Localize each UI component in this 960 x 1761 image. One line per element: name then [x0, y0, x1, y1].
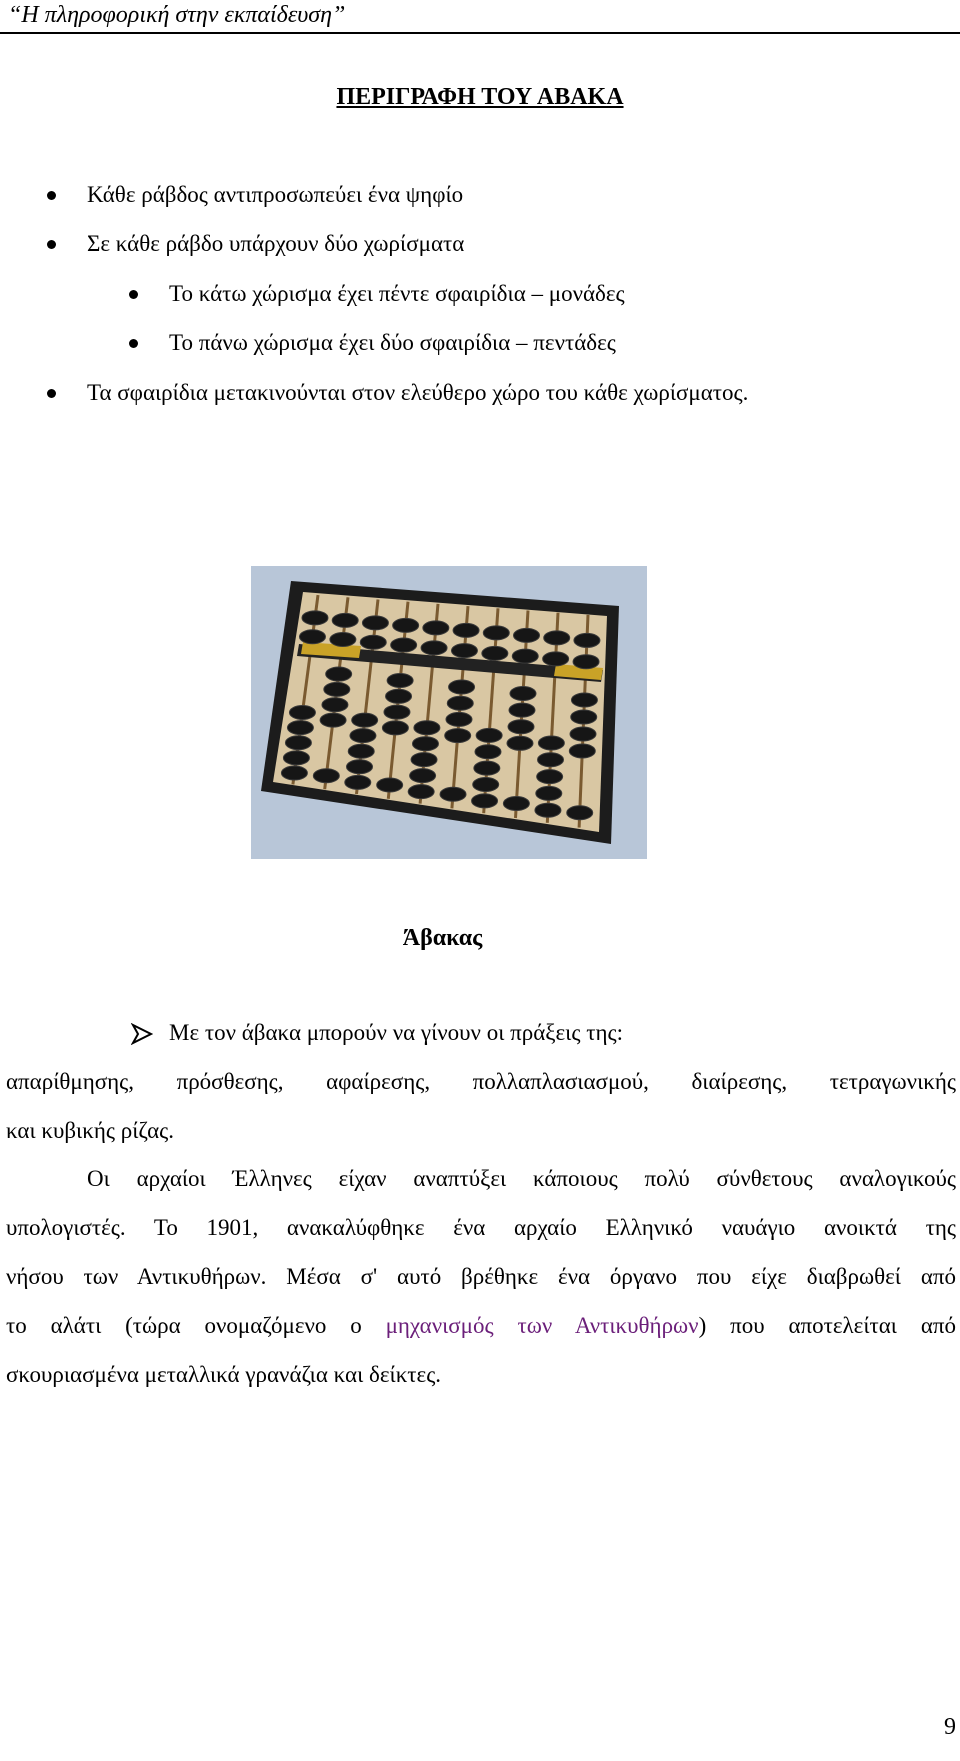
abacus-bead — [330, 633, 356, 647]
abacus-bead — [347, 760, 373, 774]
abacus-bead — [414, 721, 440, 735]
abacus-bead — [571, 693, 597, 707]
abacus-bead — [299, 630, 325, 644]
list-item: Το πάνω χώρισμα έχει δύο σφαιρίδια – πεντάδες — [169, 330, 616, 355]
bullet-dot — [47, 240, 56, 249]
abacus-bead — [348, 744, 374, 758]
abacus-bead — [411, 753, 437, 767]
paragraph-line — [6, 1311, 956, 1341]
bullet-dot — [129, 339, 138, 348]
abacus-bead — [574, 633, 600, 647]
abacus-bead — [412, 737, 438, 751]
arrow-list-item: Με τον άβακα μπορούν να γίνουν οι πράξεις της: — [169, 1020, 623, 1045]
abacus-bead — [570, 727, 596, 741]
bullet-dot — [47, 191, 56, 200]
abacus-bead — [332, 613, 358, 627]
list-item: Σε κάθε ράβδο υπάρχουν δύο χωρίσματα — [87, 231, 465, 256]
abacus-bead — [514, 628, 540, 642]
abacus-bead — [391, 638, 417, 652]
abacus-bead — [281, 766, 307, 780]
abacus-bead — [536, 786, 562, 800]
abacus-bead — [449, 680, 475, 694]
operations-line: και κυβικής ρίζας. — [6, 1118, 174, 1143]
page-title: ΠΕΡΙΓΡΑΦΗ ΤΟΥ ΑΒΑΚΑ — [336, 84, 624, 110]
figure-caption: Άβακας — [402, 925, 483, 951]
list-item: Κάθε ράβδος αντιπροσωπεύει ένα ψηφίο — [87, 182, 464, 207]
page-number: 9 — [944, 1714, 956, 1740]
operations-line: απαρίθμησης, πρόσθεσης, αφαίρεσης, πολλαπλασιασμού, διαίρεσης, τετραγωνικής — [6, 1069, 956, 1094]
paragraph-text: ) που αποτελείται από — [698, 1313, 956, 1338]
bullet-dot — [129, 290, 138, 299]
abacus-bead — [345, 775, 371, 789]
abacus-bead — [377, 778, 403, 792]
abacus-bead — [285, 736, 311, 750]
abacus-bead — [446, 712, 472, 726]
abacus-bead — [544, 631, 570, 645]
abacus-bead — [287, 721, 313, 735]
abacus-bead — [320, 713, 346, 727]
abacus-bead — [352, 713, 378, 727]
paragraph-text: το αλάτι (τώρα ονομαζόμενο ο — [6, 1313, 386, 1338]
abacus-bead — [567, 806, 593, 820]
paragraph-line: νήσου των Αντικυθήρων. Μέσα σ' αυτό βρέθηκε ένα όργανο που είχε διαβρωθεί από — [6, 1264, 956, 1289]
header-rule — [0, 32, 960, 34]
abacus-bead — [508, 720, 534, 734]
abacus-bead — [473, 778, 499, 792]
abacus-bead — [503, 796, 529, 810]
abacus-bead — [302, 611, 328, 625]
abacus-bead — [384, 705, 410, 719]
abacus-bead — [313, 769, 339, 783]
abacus-bead — [474, 761, 500, 775]
abacus-bead — [475, 745, 501, 759]
paragraph-line: Οι αρχαίοι Έλληνες είχαν αναπτύξει κάποιους πολύ σύνθετους αναλογικούς — [87, 1166, 956, 1191]
abacus-bead — [386, 689, 412, 703]
list-item: Τα σφαιρίδια μετακινούνται στον ελεύθερο χώρο του κάθε χωρίσματος. — [87, 380, 749, 405]
arrow-bullet-icon — [131, 1023, 153, 1045]
abacus-bead — [387, 674, 413, 688]
abacus-bead — [509, 703, 535, 717]
abacus-bead — [453, 623, 479, 637]
abacus-bead — [535, 803, 561, 817]
abacus-bead — [451, 644, 477, 658]
abacus-bead — [350, 729, 376, 743]
abacus-bead — [283, 751, 309, 765]
abacus-bead — [423, 621, 449, 635]
list-item: Το κάτω χώρισμα έχει πέντε σφαιρίδια – μονάδες — [169, 281, 625, 306]
abacus-bead — [482, 646, 508, 660]
abacus-bead — [483, 626, 509, 640]
abacus-bead — [569, 744, 595, 758]
abacus-bead — [543, 652, 569, 666]
abacus-bead — [538, 736, 564, 750]
abacus-bead — [571, 710, 597, 724]
abacus-bead — [472, 794, 498, 808]
abacus-bead — [408, 785, 434, 799]
abacus-bead — [447, 696, 473, 710]
abacus-bead — [573, 655, 599, 669]
abacus-bead — [476, 728, 502, 742]
abacus-bead — [440, 787, 466, 801]
abacus-bead — [512, 649, 538, 663]
abacus-bead — [382, 721, 408, 735]
abacus-bead — [507, 736, 533, 750]
abacus-bead — [410, 769, 436, 783]
abacus-bead — [421, 641, 447, 655]
abacus-bead — [445, 729, 471, 743]
antikythera-mechanism-link[interactable]: μηχανισμός των Αντικυθήρων — [385, 1313, 699, 1338]
abacus-bead — [324, 682, 350, 696]
abacus-bead — [289, 705, 315, 719]
abacus-bead — [537, 770, 563, 784]
running-header: “Η πληροφορική στην εκπαίδευση” — [8, 2, 346, 28]
abacus-bead — [326, 667, 352, 681]
abacus-bead — [360, 635, 386, 649]
abacus-bead — [538, 753, 564, 767]
abacus-bead — [510, 687, 536, 701]
abacus-bead — [393, 618, 419, 632]
paragraph-line: σκουριασμένα μεταλλικά γρανάζια και δείκτες. — [6, 1362, 442, 1387]
bullet-dot — [47, 389, 56, 398]
abacus-image — [251, 566, 647, 859]
abacus-bead — [322, 698, 348, 712]
paragraph-line: υπολογιστές. Το 1901, ανακαλύφθηκε ένα αρχαίο Ελληνικό ναυάγιο ανοικτά της — [6, 1215, 956, 1240]
abacus-bead — [362, 616, 388, 630]
